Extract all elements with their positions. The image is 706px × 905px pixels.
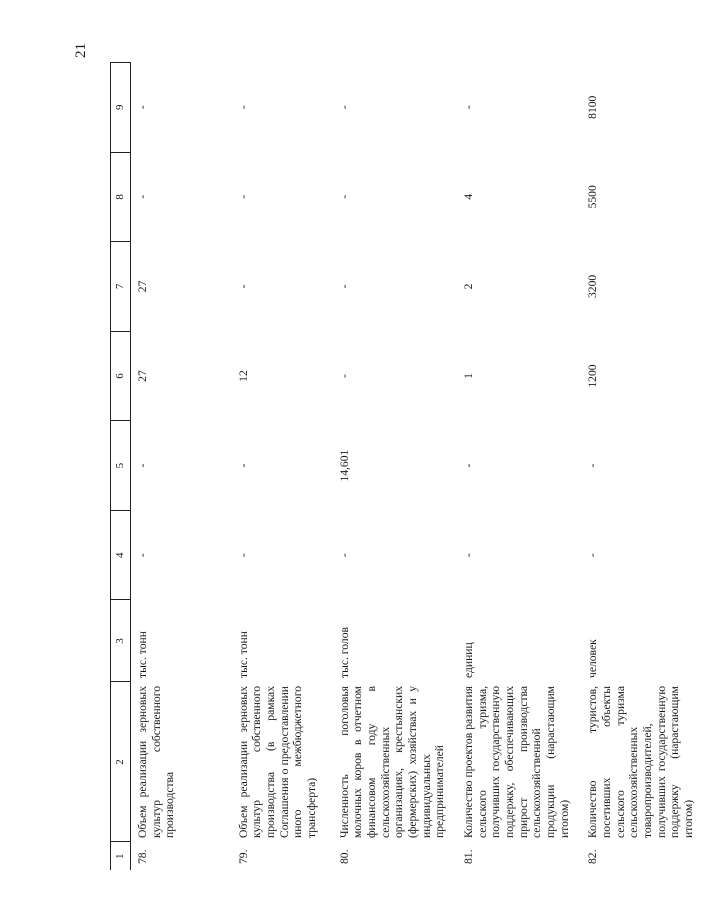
header-cell: 4 [111,510,131,600]
row-number: 78. [136,849,149,864]
value-cell: - [461,463,475,468]
value-cell: 3200 [586,274,600,299]
table-row [232,62,333,870]
value-cell: 5500 [586,185,600,209]
value-cell: 27 [136,280,149,293]
header-cell: 2 [111,682,131,842]
value-cell: - [236,284,250,289]
header-cell: 7 [111,242,131,332]
value-cell: - [236,105,250,110]
table-row [131,62,232,870]
indicators-table [110,62,706,870]
value-cell: - [337,553,351,558]
page-number: 21 [73,43,89,58]
indicator-name: Количество проектов развития сельского туризма, получивших государственную поддержку, обеспечивающих прирост производства сельскохозяйственной продукции (нарастающим итогом) [461,686,571,838]
indicator-name: Объем реализации зерновых культур собственного производства [136,686,177,838]
value-cell: - [236,194,250,199]
indicator-name: Объем реализации зерновых культур собственного производства (в рамках Соглашения о предоставлении иного межбюджетного трансферта) [236,686,318,838]
value-cell: - [136,463,149,468]
header-cell: 1 [111,842,131,870]
value-cell: 1 [461,373,475,379]
unit-cell: человек [586,639,600,678]
header-cell: 9 [111,62,131,152]
value-cell: - [337,105,351,110]
value-cell: 4 [461,193,475,200]
header-cell: 6 [111,331,131,421]
unit-cell: тыс. голов [337,627,351,678]
value-cell: 8100 [586,95,600,119]
row-number: 79. [236,849,250,864]
value-cell: - [586,463,600,468]
value-cell: 27 [136,370,149,382]
value-cell: - [136,105,149,110]
rotated-table-wrapper [110,62,695,870]
value-cell: 14,601 [337,449,351,482]
row-number: 81. [461,849,475,864]
value-cell: 12 [236,370,250,382]
header-cell: 8 [111,152,131,242]
value-cell: 1200 [586,364,600,388]
indicator-name: Численность поголовья молочных коров в отчетном финансовом году в сельскохозяйственных организациях, крестьянских (фермерских) хозяйствах и у индивидуальных предпринимателей [337,686,447,838]
value-cell: - [136,553,149,558]
table-row [581,62,705,870]
value-cell: - [337,284,351,289]
value-cell: - [337,194,351,199]
row-number: 80. [337,849,351,864]
value-cell: - [586,553,600,558]
header-cell: 5 [111,421,131,511]
unit-cell: тыс. тонн [236,631,250,678]
value-cell: - [461,105,475,110]
unit-cell: тыс. тонн [136,631,149,678]
value-cell: - [461,553,475,558]
value-cell: - [136,194,149,199]
table-row [333,62,457,870]
header-cell: 3 [111,600,131,682]
row-number: 82. [586,849,600,864]
value-cell: - [236,463,250,468]
indicator-name: Количество туристов, посетивших объекты сельского туризма сельскохозяйственных товаропроизводителей, получивших государственную поддержку (нарастающим итогом) [586,686,695,838]
unit-cell: единиц [461,642,475,678]
value-cell: 2 [461,283,475,290]
header-row [111,62,131,870]
table-row [457,62,581,870]
value-cell: - [236,553,250,558]
value-cell: - [337,374,351,378]
